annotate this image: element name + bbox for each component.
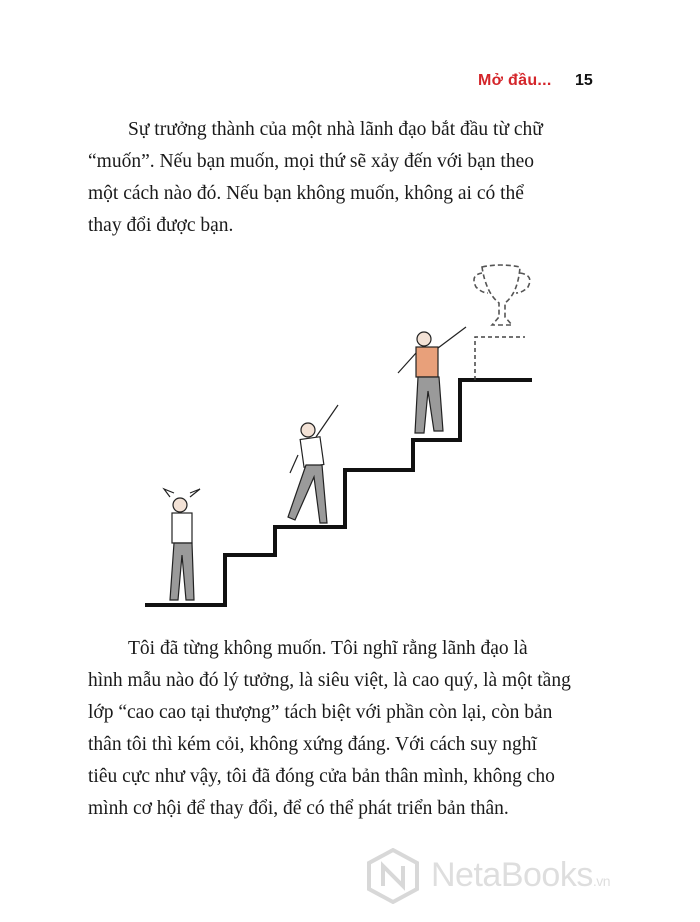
text-line: thân tôi thì kém cỏi, không xứng đáng. Với cách suy nghĩ: [88, 734, 537, 755]
figure-top: [398, 327, 466, 433]
dashed-goal-line: [475, 337, 525, 380]
figure-bottom: [164, 489, 200, 600]
figure-middle: [288, 405, 338, 523]
text-line: tiêu cực như vậy, tôi đã đóng cửa bản thân mình, không cho: [88, 766, 555, 787]
netabooks-logo-icon: [365, 848, 421, 904]
page-number: 15: [575, 72, 593, 89]
text-line: lớp “cao cao tại thượng” tách biệt với phần còn lại, còn bản: [88, 702, 553, 723]
text-line: Sự trưởng thành của một nhà lãnh đạo bắt đầu từ chữ: [128, 119, 543, 140]
paragraph-reflection: [88, 633, 608, 825]
paragraph-intro: [88, 114, 608, 242]
text-line: thay đổi được bạn.: [88, 215, 234, 236]
staircase-illustration: [130, 255, 550, 615]
text-line: Tôi đã từng không muốn. Tôi nghĩ rằng lãnh đạo là: [128, 638, 528, 659]
section-title: Mở đầu...: [478, 72, 552, 89]
watermark-text: NetaBooks.vn: [431, 856, 611, 894]
text-line: “muốn”. Nếu bạn muốn, mọi thứ sẽ xảy đến với bạn theo: [88, 151, 534, 172]
text-line: hình mẫu nào đó lý tưởng, là siêu việt, là cao quý, là một tầng: [88, 670, 571, 691]
text-line: một cách nào đó. Nếu bạn không muốn, không ai có thể: [88, 183, 524, 204]
staircase: [145, 380, 532, 605]
watermark: [365, 848, 695, 908]
text-line: mình cơ hội để thay đổi, để có thể phát triển bản thân.: [88, 798, 509, 819]
trophy-icon: [474, 265, 530, 325]
